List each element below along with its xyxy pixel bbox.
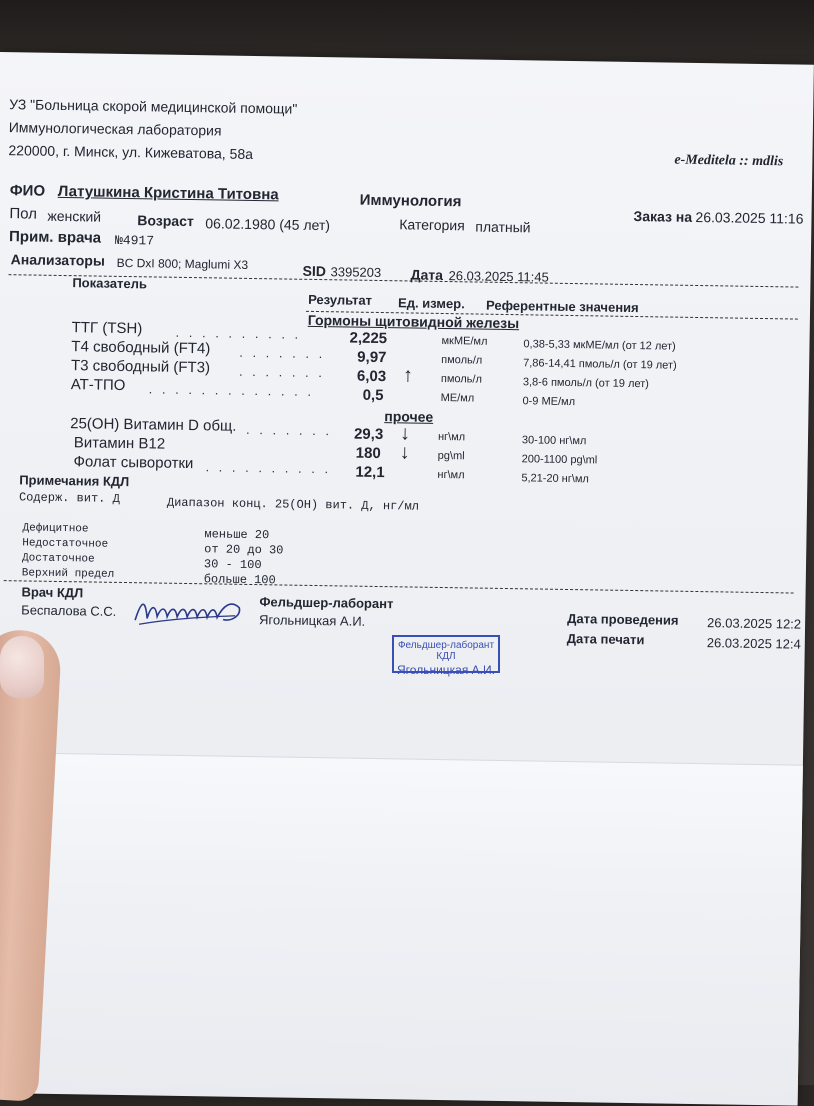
notes-right: Диапазон конц. 25(ОН) вит. Д, нг/мл xyxy=(166,495,420,514)
param-ref: 30-100 нг\мл xyxy=(521,434,587,448)
signature xyxy=(131,590,252,632)
divider-bottom xyxy=(4,580,794,593)
param-name: Т3 свободный (FT3) xyxy=(70,357,211,377)
col-unit: Ед. измер. xyxy=(397,295,465,312)
analyzers-label: Анализаторы xyxy=(10,251,106,269)
date-done-value: 26.03.2025 12:2 xyxy=(707,615,802,632)
date-print-value: 26.03.2025 12:4 xyxy=(706,635,801,652)
notes-title: Примечания КДЛ xyxy=(19,472,130,490)
param-unit: нг\мл xyxy=(437,468,465,482)
param-ref: 3,8-6 пмоль/л (от 19 лет) xyxy=(522,376,649,391)
param-ref: 0-9 МЕ/мл xyxy=(522,395,576,409)
arrow-up-icon: ↑ xyxy=(402,364,414,387)
leader-dots: . . . . . . . xyxy=(239,344,326,362)
doctor-note-label: Прим. врача xyxy=(8,228,102,247)
leader-dots: . . . . . . . xyxy=(245,421,333,439)
section-title: Иммунология xyxy=(359,191,462,211)
param-result: 29,3 xyxy=(353,425,384,444)
analyzers-value: BC DxI 800; Maglumi X3 xyxy=(116,255,249,272)
param-unit: pg\ml xyxy=(437,449,465,463)
date-value: 26.03.2025 11:45 xyxy=(448,268,549,285)
org-lab: Иммунологическая лаборатория xyxy=(8,119,222,139)
param-result: 12,1 xyxy=(355,463,385,482)
sex-label: Пол xyxy=(9,205,38,223)
brand-logo: e-Meditela :: mdlis xyxy=(674,152,784,170)
category-value: платный xyxy=(475,218,531,236)
arrow-down-icon: ↓ xyxy=(399,422,411,445)
group-thyroid: Гормоны щитовидной железы xyxy=(307,311,520,332)
assistant-label: Фельдшер-лаборант xyxy=(259,594,394,612)
param-ref: 7,86-14,41 пмоль/л (от 19 лет) xyxy=(523,357,677,372)
col-ref: Референтные значения xyxy=(485,297,639,316)
param-unit: нг\мл xyxy=(437,430,466,444)
param-result: 6,03 xyxy=(356,367,387,386)
range-label: Дефицитное xyxy=(22,522,89,536)
order-label: Заказ на xyxy=(633,207,693,225)
leader-dots: . . . . . . . . . . xyxy=(205,459,332,477)
range-label: Достаточное xyxy=(21,552,95,566)
range-label: Недостаточное xyxy=(22,537,109,551)
paper-lower-fold xyxy=(0,752,803,1106)
date-label: Дата xyxy=(410,266,444,283)
notes-left: Содерж. вит. Д xyxy=(18,490,120,506)
group-other: прочее xyxy=(384,408,434,425)
org-name: УЗ "Больница скорой медицинской помощи" xyxy=(9,96,298,117)
param-ref: 0,38-5,33 мкМЕ/мл (от 12 лет) xyxy=(523,338,676,353)
org-address: 220000, г. Минск, ул. Кижеватова, 58а xyxy=(8,142,254,162)
range-value: больше 100 xyxy=(203,572,276,588)
date-print-label: Дата печати xyxy=(566,630,645,648)
param-unit: пмоль/л xyxy=(441,353,483,367)
leader-dots: . . . . . . . . . . . . . xyxy=(148,381,315,399)
param-name: ТТГ (TSH) xyxy=(71,319,143,338)
param-ref: 200-1100 pg\ml xyxy=(521,453,598,467)
param-name: Т4 свободный (FT4) xyxy=(71,338,211,358)
col-result: Результат xyxy=(308,291,373,308)
stamp-line1: Фельдшер-лаборант КДЛ xyxy=(397,640,495,662)
lab-report-sheet xyxy=(0,52,814,1105)
col-param: Показатель xyxy=(72,275,148,292)
age-label: Возраст xyxy=(137,212,194,230)
range-value: 30 - 100 xyxy=(203,557,262,573)
param-result: 2,225 xyxy=(349,329,388,348)
param-ref: 5,21-20 нг\мл xyxy=(521,472,589,486)
param-result: 9,97 xyxy=(357,348,387,367)
assistant-name: Ягольницкая А.И. xyxy=(258,612,366,629)
param-result: 0,5 xyxy=(362,386,384,405)
range-label: Верхний предел xyxy=(21,567,115,581)
date-done-label: Дата проведения xyxy=(567,610,679,628)
sid-label: SID xyxy=(302,262,327,280)
leader-dots: . . . . . . . . . . xyxy=(175,324,302,342)
fingernail xyxy=(0,636,44,698)
order-date: 26.03.2025 11:16 xyxy=(695,208,804,227)
stamp xyxy=(392,635,500,677)
param-unit: МЕ/мл xyxy=(440,391,475,405)
arrow-down-icon: ↓ xyxy=(399,441,410,464)
age-value: 06.02.1980 (45 лет) xyxy=(205,215,331,234)
category-label: Категория xyxy=(399,216,465,234)
param-unit: мкМЕ/мл xyxy=(441,334,488,348)
param-name: АТ-ТПО xyxy=(70,376,126,395)
stamp-line2: Ягольницкая А.И. xyxy=(397,663,495,677)
param-name: Фолат сыворотки xyxy=(73,453,194,473)
param-name: 25(ОН) Витамин D общ. xyxy=(70,415,237,435)
doctor-label: Врач КДЛ xyxy=(21,584,84,601)
param-unit: пмоль/л xyxy=(440,372,483,386)
range-value: меньше 20 xyxy=(204,527,270,543)
fio-label: ФИО xyxy=(9,182,46,200)
leader-dots: . . . . . . . xyxy=(238,363,326,381)
doctor-name: Беспалова С.С. xyxy=(21,602,117,619)
sex-value: женский xyxy=(47,207,102,225)
param-name: Витамин B12 xyxy=(73,434,166,453)
patient-name: Латушкина Кристина Титовна xyxy=(57,182,279,204)
sid-value: 3395203 xyxy=(330,264,382,281)
range-value: от 20 до 30 xyxy=(204,542,284,558)
param-result: 180 xyxy=(355,444,381,463)
doctor-note-value: №4917 xyxy=(114,232,155,249)
